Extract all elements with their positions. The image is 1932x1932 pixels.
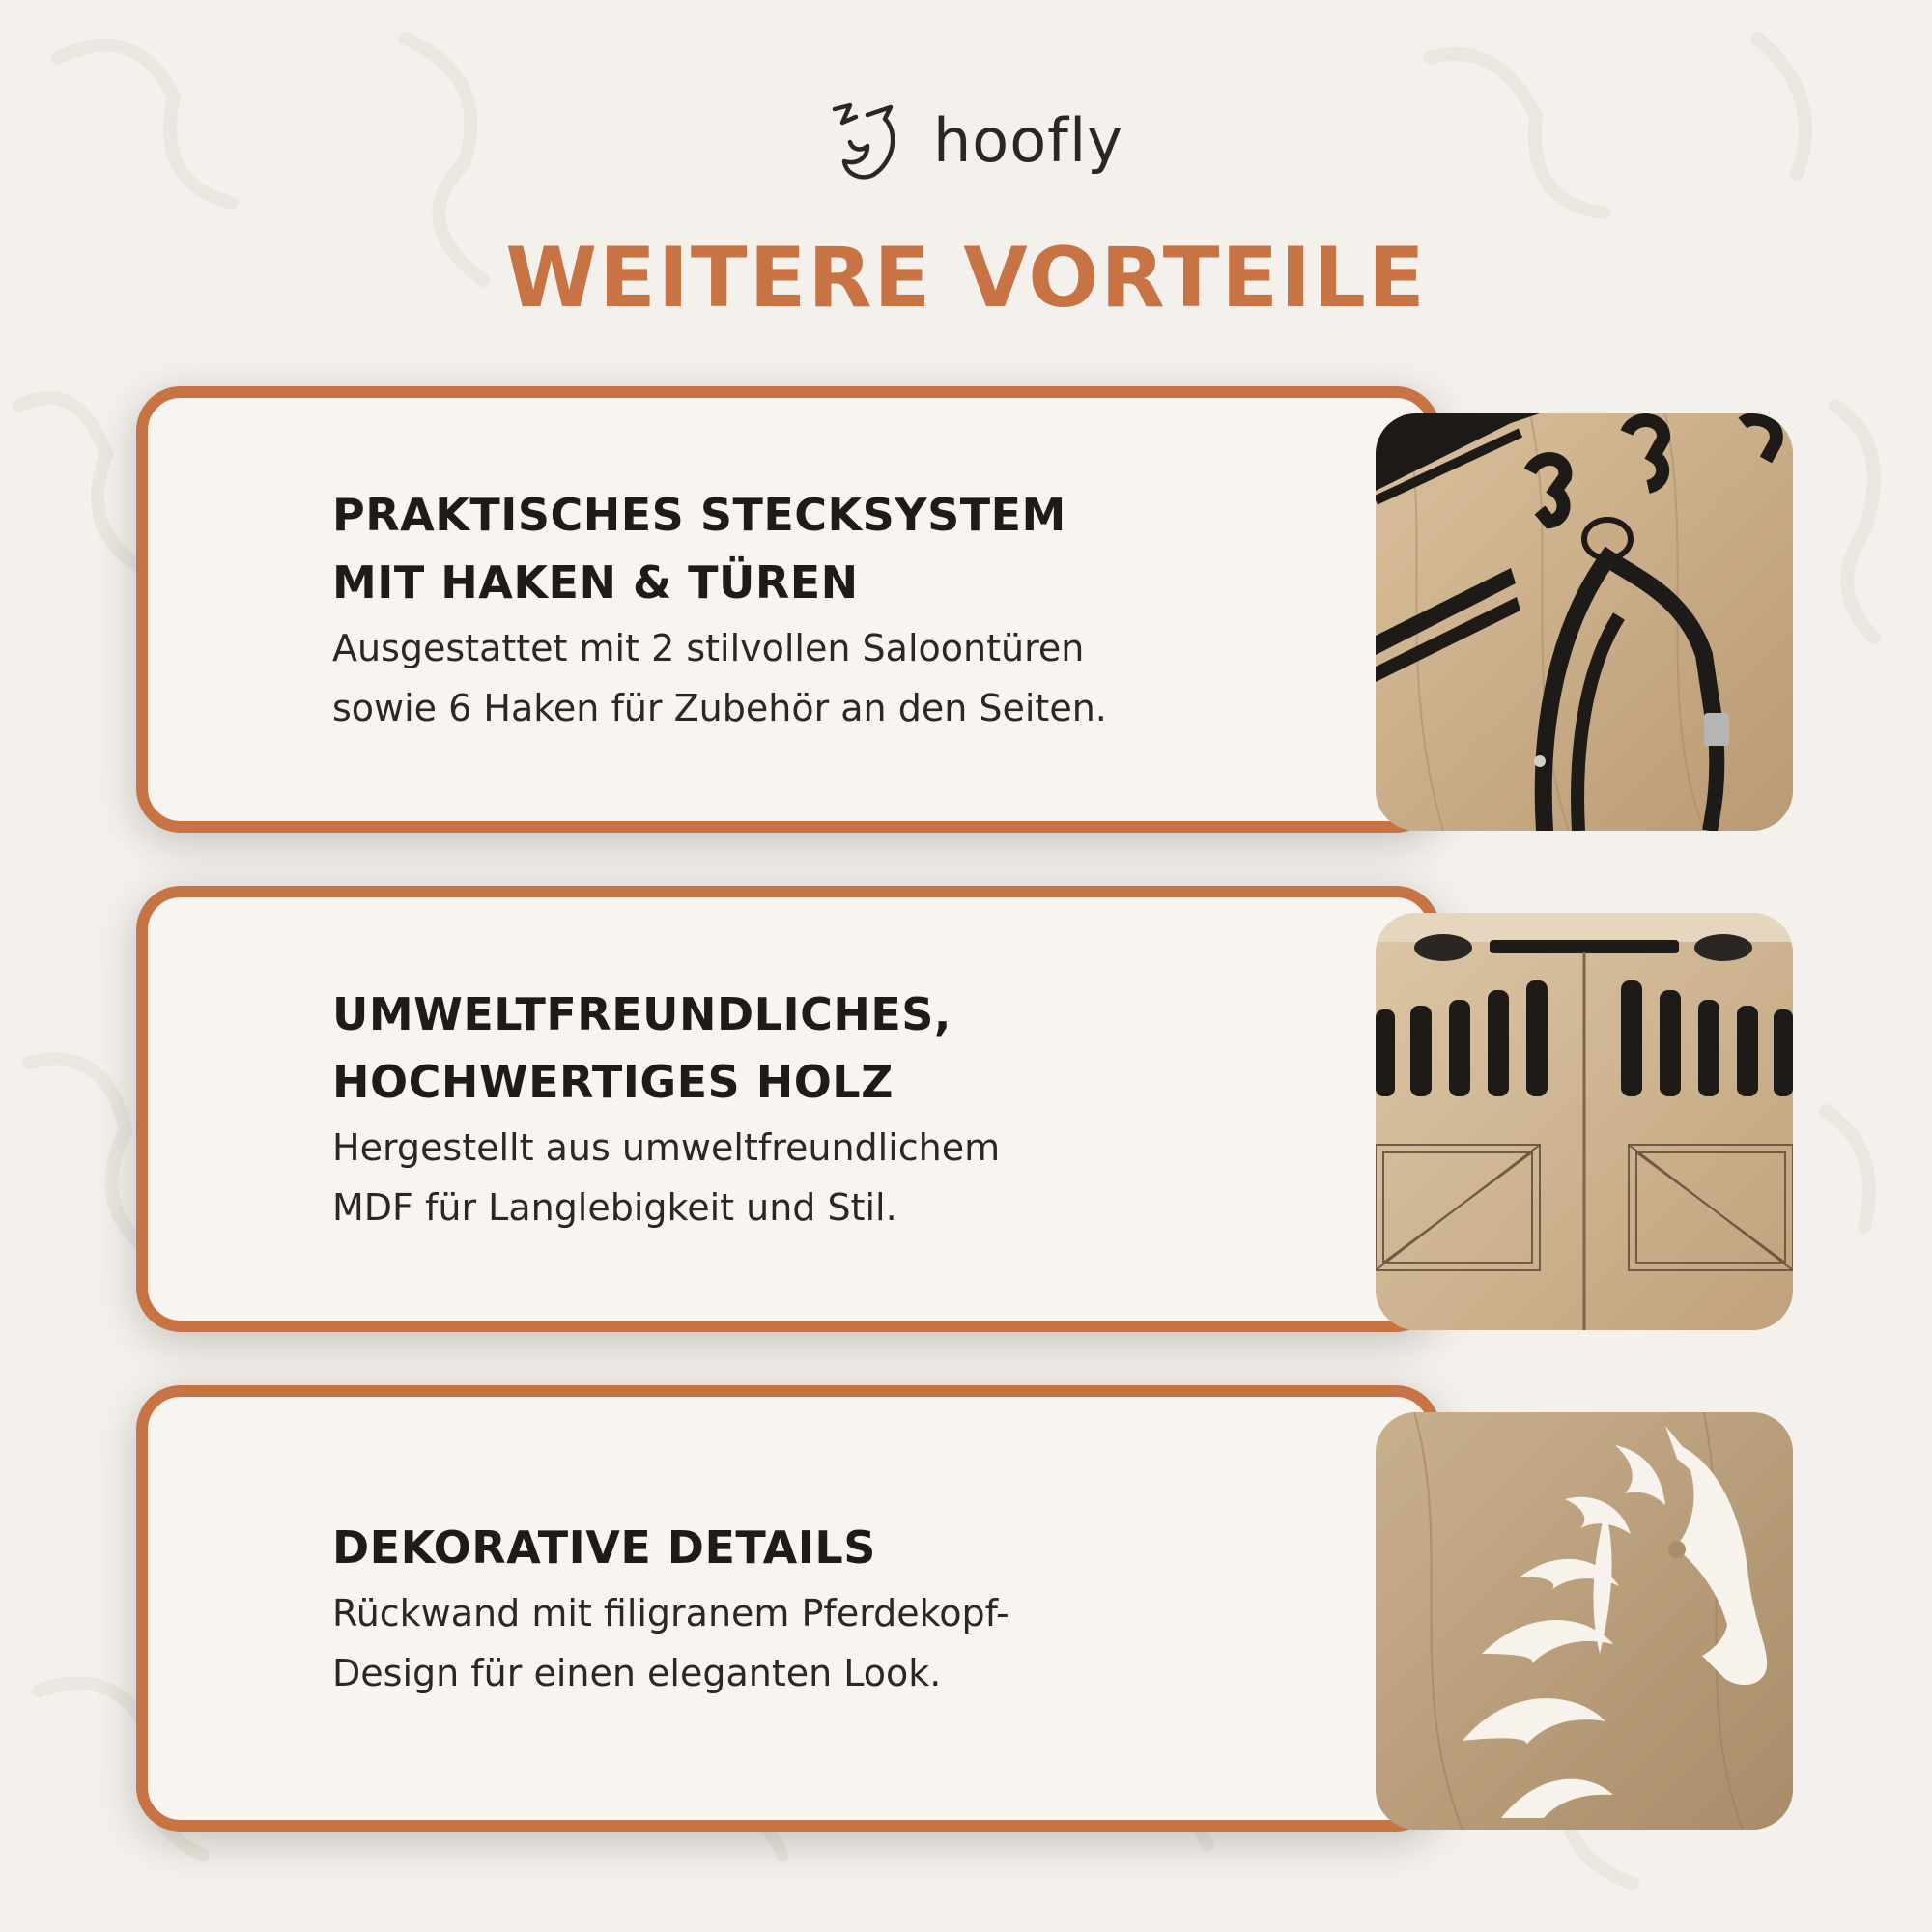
feature-card-plug-system — [136, 386, 1440, 833]
feature-card-eco-wood — [136, 886, 1440, 1332]
feature-title-line: UMWELTFREUNDLICHES, — [332, 988, 952, 1040]
feature-title — [332, 980, 1260, 1116]
feature-title-line: PRAKTISCHES STECKSYSTEM — [332, 489, 1066, 541]
feature-card-decor — [136, 1385, 1440, 1832]
feature-title-line: HOCHWERTIGES HOLZ — [332, 1056, 894, 1108]
feature-title-line: MIT HAKEN & TÜREN — [332, 556, 859, 609]
page-title: WEITERE VORTEILE — [505, 230, 1427, 327]
feature-photo-saloon-doors — [1376, 913, 1793, 1330]
feature-title-line: DEKORATIVE DETAILS — [332, 1521, 876, 1574]
feature-description-line: Hergestellt aus umweltfreundlichem — [332, 1126, 1001, 1169]
feature-description-line: Ausgestattet mit 2 stilvollen Saloontüren — [332, 627, 1085, 669]
feature-photo-horse-head — [1376, 1412, 1793, 1830]
feature-description — [332, 1583, 1260, 1703]
feature-title — [332, 481, 1260, 616]
feature-description — [332, 618, 1260, 738]
brand-logo[interactable] — [829, 97, 1123, 184]
brand-name: hoofly — [933, 104, 1123, 176]
feature-text — [332, 398, 1260, 821]
feature-text — [332, 1397, 1260, 1820]
feature-description-line: Rückwand mit filigranem Pferdekopf- — [332, 1592, 1009, 1634]
horse-logo-icon — [829, 98, 914, 183]
feature-photo-hooks — [1376, 413, 1793, 831]
feature-description-line: MDF für Langlebigkeit und Stil. — [332, 1186, 897, 1229]
feature-description — [332, 1118, 1260, 1237]
feature-description-line: Design für einen eleganten Look. — [332, 1652, 942, 1694]
feature-description-line: sowie 6 Haken für Zubehör an den Seiten. — [332, 687, 1107, 729]
feature-title — [332, 1514, 1260, 1581]
feature-text — [332, 897, 1260, 1321]
